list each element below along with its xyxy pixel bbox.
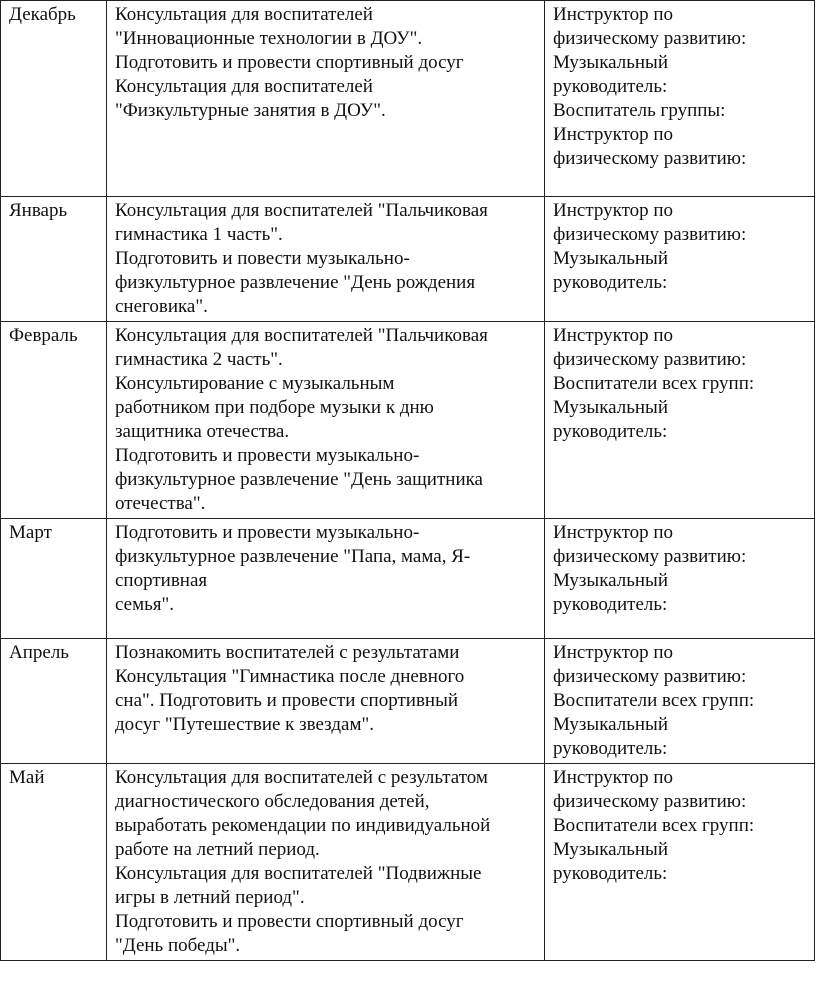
month-cell bbox=[1, 519, 107, 639]
table-row bbox=[1, 1, 815, 197]
month-cell bbox=[1, 322, 107, 519]
event-line: физкультурное развлечение "День защитника bbox=[115, 469, 483, 490]
events-cell bbox=[107, 1, 545, 197]
events-cell bbox=[107, 197, 545, 322]
event-line: Консультация для воспитателей с результатом bbox=[115, 767, 488, 788]
event-line: Подготовить и провести музыкально- bbox=[115, 522, 420, 543]
event-line: работником при подборе музыки к дню bbox=[115, 397, 434, 418]
responsible-cell bbox=[545, 519, 815, 639]
event-line: "Физкультурные занятия в ДОУ". bbox=[115, 100, 386, 121]
event-line: Подготовить и провести спортивный досуг bbox=[115, 52, 464, 73]
responsible-line: физическому развитию: bbox=[553, 546, 747, 567]
responsible-line: Воспитатели всех групп: bbox=[553, 690, 755, 711]
responsible-line: физическому развитию: bbox=[553, 349, 747, 370]
event-line: "Инновационные технологии в ДОУ". bbox=[115, 28, 423, 49]
event-line: отечества". bbox=[115, 493, 206, 514]
responsible-line: физическому развитию: bbox=[553, 666, 747, 687]
responsible-line: руководитель: bbox=[553, 76, 668, 97]
responsible-line: Инструктор по bbox=[553, 200, 674, 221]
responsible-line: руководитель: bbox=[553, 421, 668, 442]
responsible-line: Музыкальный bbox=[553, 397, 668, 418]
month-cell bbox=[1, 1, 107, 197]
month-label: Декабрь bbox=[9, 4, 76, 25]
responsible-line: Инструктор по bbox=[553, 4, 674, 25]
event-line: Консультация для воспитателей bbox=[115, 4, 373, 25]
events-cell bbox=[107, 764, 545, 961]
event-line: сна". Подготовить и провести спортивный bbox=[115, 690, 459, 711]
events-cell bbox=[107, 322, 545, 519]
responsible-line: Воспитатели всех групп: bbox=[553, 815, 755, 836]
responsible-line: Инструктор по bbox=[553, 124, 674, 145]
responsible-line: Инструктор по bbox=[553, 767, 674, 788]
responsible-cell bbox=[545, 1, 815, 197]
responsible-cell bbox=[545, 764, 815, 961]
event-line: работе на летний период. bbox=[115, 839, 320, 860]
responsible-cell bbox=[545, 322, 815, 519]
event-line: защитника отечества. bbox=[115, 421, 290, 442]
month-cell bbox=[1, 197, 107, 322]
event-line: досуг "Путешествие к звездам". bbox=[115, 714, 374, 735]
responsible-line: физическому развитию: bbox=[553, 28, 747, 49]
month-cell bbox=[1, 639, 107, 764]
event-line: Консультация для воспитателей bbox=[115, 76, 373, 97]
table-row bbox=[1, 322, 815, 519]
event-line: спортивная bbox=[115, 570, 208, 591]
table-row bbox=[1, 197, 815, 322]
responsible-line: руководитель: bbox=[553, 272, 668, 293]
responsible-cell bbox=[545, 197, 815, 322]
event-line: гимнастика 2 часть". bbox=[115, 349, 283, 370]
responsible-line: Воспитатель группы: bbox=[553, 100, 726, 121]
month-label: Февраль bbox=[9, 325, 78, 346]
responsible-cell bbox=[545, 639, 815, 764]
responsible-line: Музыкальный bbox=[553, 714, 668, 735]
event-line: Консультация для воспитателей "Подвижные bbox=[115, 863, 482, 884]
event-line: Подготовить и повести музыкально- bbox=[115, 248, 410, 269]
event-line: семья". bbox=[115, 594, 175, 615]
responsible-line: физическому развитию: bbox=[553, 791, 747, 812]
responsible-line: Музыкальный bbox=[553, 248, 668, 269]
event-line: Консультирование с музыкальным bbox=[115, 373, 395, 394]
table-row bbox=[1, 639, 815, 764]
responsible-line: Инструктор по bbox=[553, 642, 674, 663]
responsible-line: Воспитатели всех групп: bbox=[553, 373, 755, 394]
responsible-line: Музыкальный bbox=[553, 52, 668, 73]
event-line: диагностического обследования детей, bbox=[115, 791, 430, 812]
month-label: Апрель bbox=[9, 642, 69, 663]
responsible-line: Инструктор по bbox=[553, 325, 674, 346]
responsible-line: Инструктор по bbox=[553, 522, 674, 543]
event-line: Консультация для воспитателей "Пальчиковая bbox=[115, 200, 488, 221]
table-row bbox=[1, 764, 815, 961]
event-line: Познакомить воспитателей с результатами bbox=[115, 642, 460, 663]
month-label: Январь bbox=[9, 200, 68, 221]
event-line: Консультация для воспитателей "Пальчиковая bbox=[115, 325, 488, 346]
event-line: выработать рекомендации по индивидуальной bbox=[115, 815, 491, 836]
event-line: Подготовить и провести музыкально- bbox=[115, 445, 420, 466]
table-row bbox=[1, 519, 815, 639]
event-line: игры в летний период". bbox=[115, 887, 305, 908]
event-line: физкультурное развлечение "Папа, мама, Я- bbox=[115, 546, 471, 567]
events-cell bbox=[107, 519, 545, 639]
event-line: Подготовить и провести спортивный досуг bbox=[115, 911, 464, 932]
event-line: физкультурное развлечение "День рождения bbox=[115, 272, 476, 293]
month-cell bbox=[1, 764, 107, 961]
responsible-line: Музыкальный bbox=[553, 570, 668, 591]
month-label: Март bbox=[9, 522, 52, 543]
responsible-line: руководитель: bbox=[553, 863, 668, 884]
responsible-line: физическому развитию: bbox=[553, 148, 747, 169]
event-line: гимнастика 1 часть". bbox=[115, 224, 283, 245]
event-line: Консультация "Гимнастика после дневного bbox=[115, 666, 465, 687]
event-line: снеговика". bbox=[115, 296, 208, 317]
responsible-line: руководитель: bbox=[553, 594, 668, 615]
responsible-line: руководитель: bbox=[553, 738, 668, 759]
event-line: "День победы". bbox=[115, 935, 241, 956]
responsible-line: физическому развитию: bbox=[553, 224, 747, 245]
events-cell bbox=[107, 639, 545, 764]
responsible-line: Музыкальный bbox=[553, 839, 668, 860]
month-label: Май bbox=[9, 767, 45, 788]
